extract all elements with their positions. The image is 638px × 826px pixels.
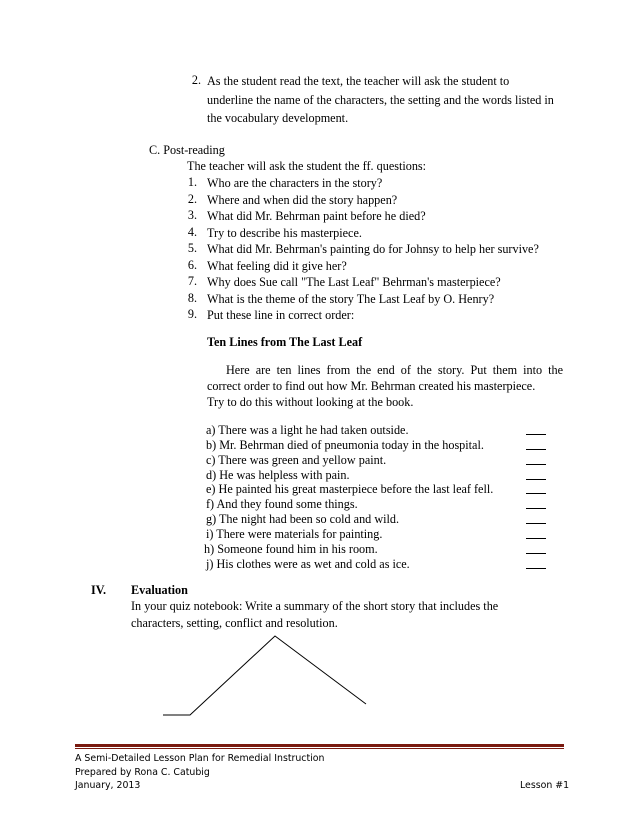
list-item: b) Mr. Behrman died of pneumonia today in the hospital. — [206, 438, 484, 452]
footer-rule-thin — [75, 748, 564, 749]
item-number: 2. — [191, 73, 201, 87]
item-text-line-1: As the student read the text, the teacher will ask the student to — [207, 74, 510, 88]
evaluation-line-1: In your quiz notebook: Write a summary of the short story that includes the — [131, 599, 499, 613]
plot-diagram-line — [163, 636, 366, 715]
list-item: f) And they found some things. — [206, 497, 358, 511]
question-text: Where and when did the story happen? — [207, 193, 398, 207]
item-text-line-2: underline the name of the characters, the setting and the words listed in — [207, 93, 554, 107]
question-number: 3. — [187, 208, 197, 222]
post-reading-heading: C. Post-reading — [149, 143, 225, 157]
question-number: 7. — [187, 274, 197, 288]
question-number: 1. — [187, 175, 197, 189]
question-text: What is the theme of the story The Last Leaf by O. Henry? — [207, 292, 495, 306]
list-item: c) There was green and yellow paint. — [206, 453, 387, 467]
footer-title: A Semi-Detailed Lesson Plan for Remedial Instruction — [75, 753, 325, 764]
item-text-line-3: the vocabulary development. — [207, 111, 349, 125]
post-reading-intro: The teacher will ask the student the ff. questions: — [187, 159, 427, 173]
list-item: d) He was helpless with pain. — [206, 468, 350, 482]
question-number: 6. — [187, 258, 197, 272]
footer-lesson-number: Lesson #1 — [520, 780, 570, 791]
list-item: e) He painted his great masterpiece before the last leaf fell. — [206, 482, 494, 496]
question-text: What did Mr. Behrman paint before he died? — [207, 209, 426, 223]
question-number: 8. — [187, 291, 197, 305]
list-item: a) There was a light he had taken outside. — [206, 423, 409, 437]
footer-rule — [75, 744, 564, 747]
question-text: Who are the characters in the story? — [207, 176, 383, 190]
activity-line-3: Try to do this without looking at the book. — [207, 395, 414, 409]
evaluation-line-2: characters, setting, conflict and resolution. — [131, 616, 338, 630]
question-number: 5. — [187, 241, 197, 255]
question-number: 4. — [187, 225, 197, 239]
activity-line-1: Here are ten lines from the end of the story. Put them into the — [226, 363, 563, 377]
question-text: What did Mr. Behrman's painting do for Johnsy to help her survive? — [207, 242, 539, 256]
activity-title: Ten Lines from The Last Leaf — [207, 335, 363, 349]
list-item: g) The night had been so cold and wild. — [206, 512, 400, 526]
footer-date: January, 2013 — [75, 780, 141, 791]
footer-author: Prepared by Rona C. Catubig — [75, 767, 210, 778]
list-item: i) There were materials for painting. — [206, 527, 383, 541]
evaluation-heading: Evaluation — [131, 583, 188, 597]
activity-line-2: correct order to find out how Mr. Behrman created his masterpiece. — [207, 379, 536, 393]
question-text: Put these line in correct order: — [207, 308, 355, 322]
list-item: j) His clothes were as wet and cold as ice. — [206, 557, 410, 571]
question-text: What feeling did it give her? — [207, 259, 347, 273]
question-text: Try to describe his masterpiece. — [207, 226, 362, 240]
section-numeral: IV. — [91, 583, 107, 597]
list-item: h) Someone found him in his room. — [204, 542, 378, 556]
question-number: 9. — [187, 307, 197, 321]
question-text: Why does Sue call "The Last Leaf" Behrman's masterpiece? — [207, 275, 501, 289]
question-number: 2. — [187, 192, 197, 206]
